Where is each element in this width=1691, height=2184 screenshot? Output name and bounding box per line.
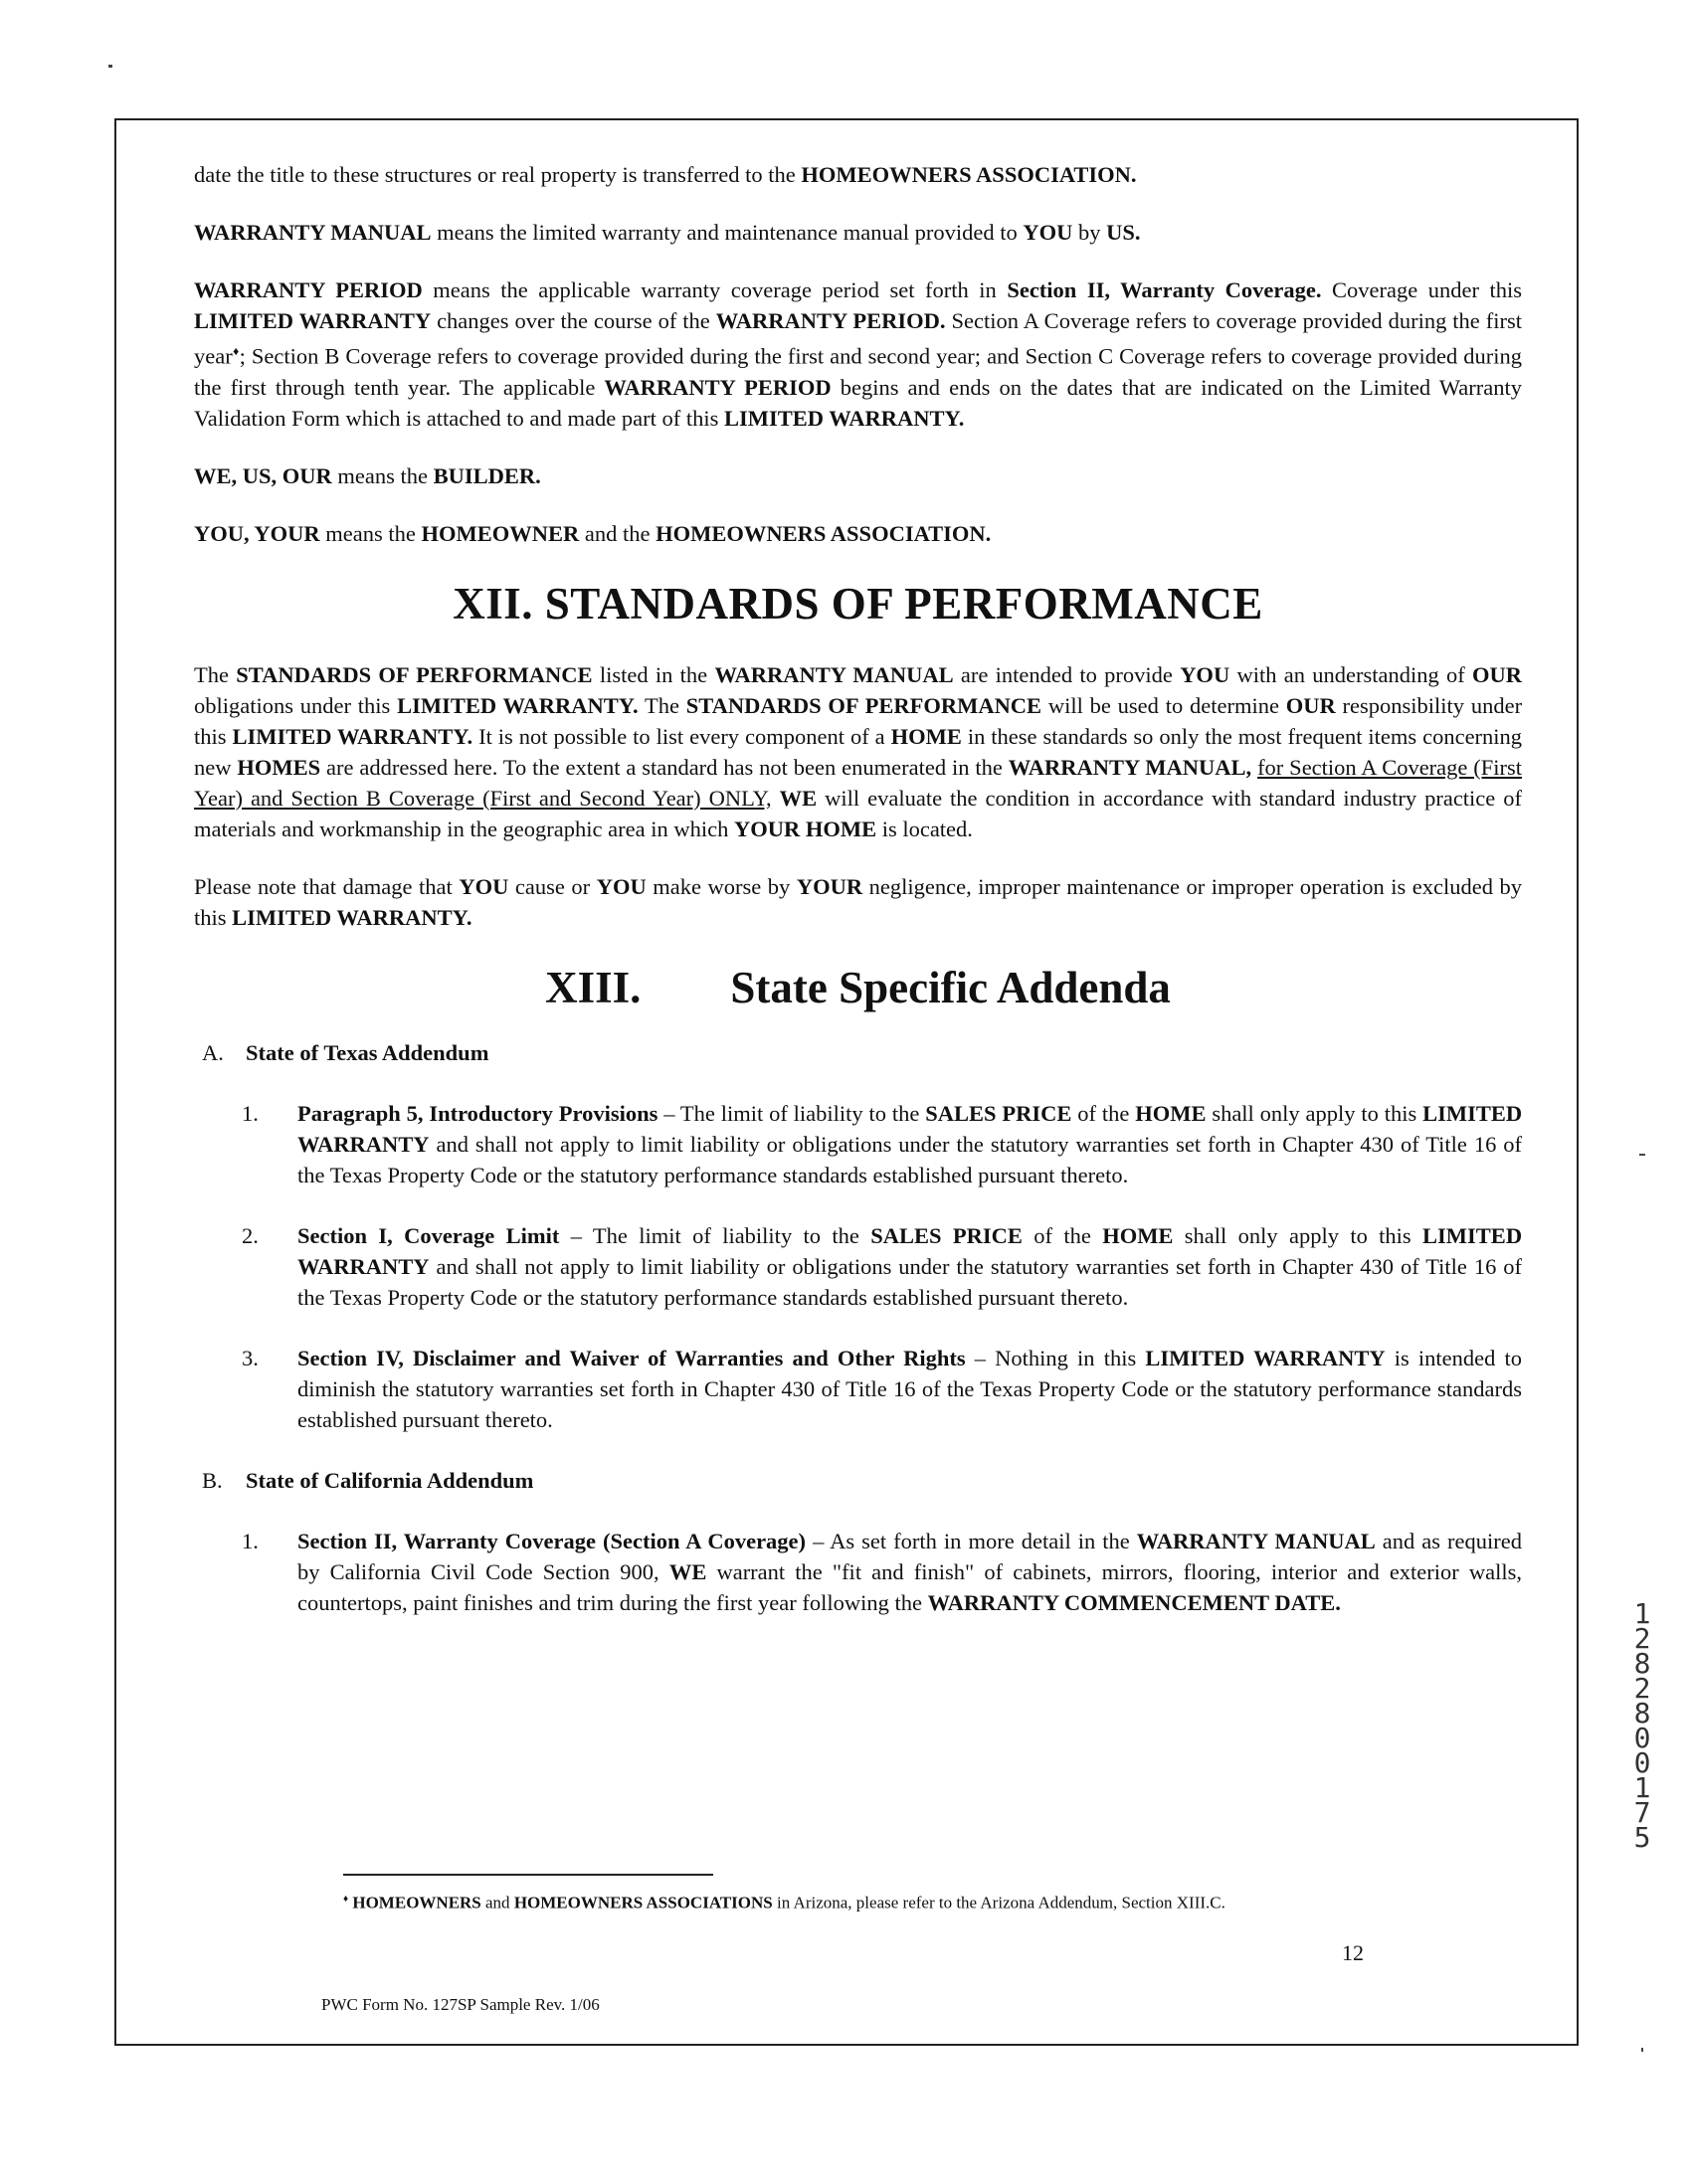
definition-warranty-manual: WARRANTY MANUAL means the limited warranty and maintenance manual provided to YOU by US. (194, 220, 1141, 245)
scan-speck (108, 65, 112, 68)
definition-warranty-period: WARRANTY PERIOD means the applicable warranty coverage period set forth in Section II, Warranty Coverage. Coverage under this LIMITED WARRANTY changes over the course of the WARRANTY PERIOD. Section A Coverage refers to coverage provided during the first year♦; Section B Coverage refers to coverage provided during the first and second year; and Section C Coverage refers to coverage provided during the first through tenth year. The applicable WARRANTY PERIOD begins and ends on the dates that are indicated on the Limited Warranty Validation Form which is attached to and made part of this LIMITED WARRANTY. (194, 277, 1523, 431)
section-xii-heading: XII. STANDARDS OF PERFORMANCE (453, 578, 1263, 629)
definition-continuation: date the title to these structures or real property is transferred to the HOMEOWNERS ASSOCIATION. (194, 162, 1137, 187)
footnote-divider (343, 1874, 713, 1876)
footnote-marker[interactable]: ♦ (232, 344, 240, 358)
document-body (194, 159, 1522, 1648)
scan-speck (1639, 1154, 1645, 1156)
list-item: 1. Section II, Warranty Coverage (Section A Coverage) – As set forth in more detail in the WARRANTY MANUAL and as required by California Civil Code Section 900, WE warrant the "fit and finish" of cabinets, mirrors, flooring, interior and exterior walls, countertops, paint finishes and trim during the first year following the WARRANTY COMMENCEMENT DATE. (242, 1528, 1523, 1615)
texas-addendum-heading: A. State of Texas Addendum (202, 1039, 489, 1065)
footnote: ♦ HOMEOWNERS and HOMEOWNERS ASSOCIATIONS in Arizona, please refer to the Arizona Addendum, Section XIII.C. (343, 1893, 1225, 1912)
section-xiii-heading (194, 960, 1522, 1015)
standards-paragraph: The STANDARDS OF PERFORMANCE listed in the WARRANTY MANUAL are intended to provide YOU with an understanding of OUR obligations under this LIMITED WARRANTY. The STANDARDS OF PERFORMANCE will be used to determine OUR responsibility under this LIMITED WARRANTY. It is not possible to list every component of a HOME in these standards so only the most frequent items concerning new HOMES are addressed here. To the extent a standard has not been enumerated in the WARRANTY MANUAL, for Section A Coverage (First Year) and Section B Coverage (First and Second Year) ONLY, WE will evaluate the condition in accordance with standard industry practice of materials and workmanship in the geographic area in which YOUR HOME is located. (194, 661, 1523, 841)
definition-you-your: YOU, YOUR means the HOMEOWNER and the HOMEOWNERS ASSOCIATION. (194, 520, 992, 546)
damage-note-paragraph: Please note that damage that YOU cause or YOU make worse by YOUR negligence, improper maintenance or improper operation is excluded by this LIMITED WARRANTY. (194, 873, 1523, 930)
form-number: PWC Form No. 127SP Sample Rev. 1/06 (321, 1995, 600, 2014)
section-xiii-title: State Specific Addenda (730, 962, 1171, 1012)
section-xiii-number: XIII. (545, 962, 642, 1012)
scan-speck (1641, 2048, 1643, 2052)
page-number: 12 (1342, 1940, 1364, 1965)
california-addendum-heading: B. State of California Addendum (202, 1467, 534, 1493)
list-item: 3. Section IV, Disclaimer and Waiver of Warranties and Other Rights – Nothing in this LIMITED WARRANTY is intended to diminish the statutory warranties set forth in Chapter 430 of Title 16 of the Texas Property Code or the statutory performance standards established pursuant thereto. (242, 1345, 1523, 1432)
bates-stamp: 1 2 8 2 8 0 0 1 7 5 (1633, 1597, 1651, 1854)
list-item: 1. Paragraph 5, Introductory Provisions – The limit of liability to the SALES PRICE of the HOME shall only apply to this LIMITED WARRANTY and shall not apply to limit liability or obligations under the statutory warranties set forth in Chapter 430 of Title 16 of the Texas Property Code or the statutory performance standards established pursuant thereto. (242, 1100, 1523, 1187)
definition-we-us-our: WE, US, OUR means the BUILDER. (194, 462, 541, 488)
list-item: 2. Section I, Coverage Limit – The limit of liability to the SALES PRICE of the HOME shall only apply to this LIMITED WARRANTY and shall not apply to limit liability or obligations under the statutory warranties set forth in Chapter 430 of Title 16 of the Texas Property Code or the statutory performance standards established pursuant thereto. (242, 1222, 1523, 1310)
